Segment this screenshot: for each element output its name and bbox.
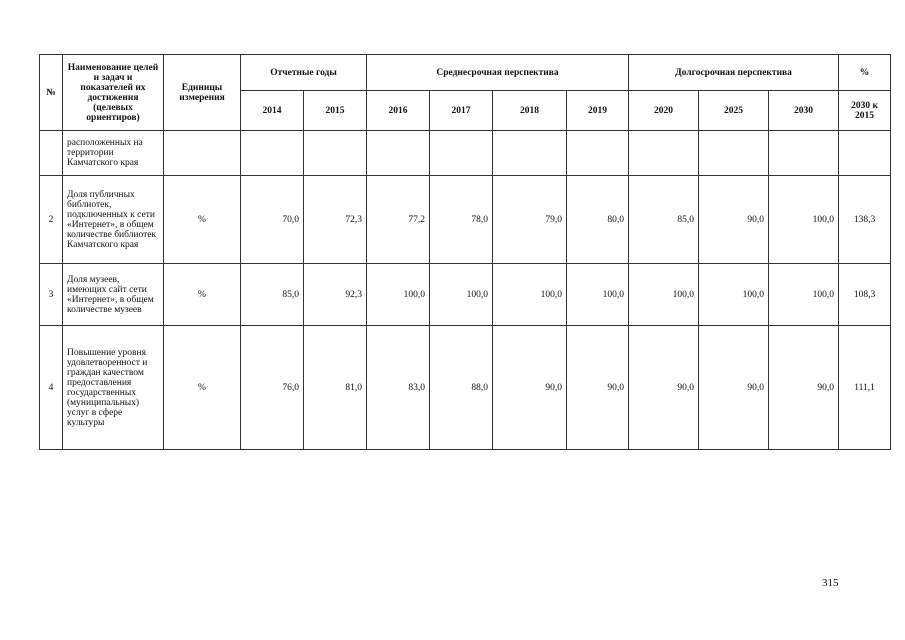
header-num: № — [40, 55, 63, 131]
page-number: 315 — [822, 577, 839, 589]
row-value: 85,0 — [629, 176, 699, 264]
row-value: 83,0 — [367, 326, 430, 450]
row-pct: 108,3 — [839, 264, 891, 326]
header-group-reported: Отчетные годы — [241, 55, 367, 91]
row-value: 77,2 — [367, 176, 430, 264]
row-value: 90,0 — [567, 326, 629, 450]
row-value: 90,0 — [699, 326, 769, 450]
header-group-long: Долгосрочная перспектива — [629, 55, 839, 91]
row-unit: % — [164, 326, 241, 450]
row-name: Доля музеев, имеющих сайт сети «Интернет», в общем количестве музеев — [63, 264, 164, 326]
row-value: 90,0 — [629, 326, 699, 450]
row-value — [304, 131, 367, 176]
row-value: 81,0 — [304, 326, 367, 450]
row-value: 80,0 — [567, 176, 629, 264]
row-value: 90,0 — [769, 326, 839, 450]
row-value: 70,0 — [241, 176, 304, 264]
row-num: 4 — [40, 326, 63, 450]
row-num: 2 — [40, 176, 63, 264]
row-value: 78,0 — [430, 176, 493, 264]
row-value: 100,0 — [367, 264, 430, 326]
row-value — [367, 131, 430, 176]
row-value — [769, 131, 839, 176]
row-value: 100,0 — [699, 264, 769, 326]
row-value: 100,0 — [493, 264, 567, 326]
header-group-medium: Среднесрочная перспектива — [367, 55, 629, 91]
row-unit: % — [164, 176, 241, 264]
row-value: 100,0 — [769, 264, 839, 326]
row-value — [567, 131, 629, 176]
row-name: Повышение уровня удовлетворенност и граждан качеством предоставления государственных (муниципальных) услуг в сфере культуры — [63, 326, 164, 450]
row-value: 100,0 — [769, 176, 839, 264]
row-num: 3 — [40, 264, 63, 326]
row-value: 90,0 — [699, 176, 769, 264]
row-value: 90,0 — [493, 326, 567, 450]
table-row — [40, 131, 891, 176]
row-value — [629, 131, 699, 176]
row-value: 100,0 — [567, 264, 629, 326]
table-body — [40, 131, 891, 450]
row-name: Доля публичных библиотек, подключенных к сети «Интернет», в общем количестве библиотек Камчатского края — [63, 176, 164, 264]
table-row — [40, 326, 891, 450]
header-year: 2015 — [304, 91, 367, 131]
header-year: 2025 — [699, 91, 769, 131]
row-value — [493, 131, 567, 176]
indicators-table — [39, 54, 891, 450]
row-num — [40, 131, 63, 176]
row-pct: 111,1 — [839, 326, 891, 450]
header-year: 2019 — [567, 91, 629, 131]
header-year: 2020 — [629, 91, 699, 131]
row-value: 79,0 — [493, 176, 567, 264]
header-year: 2016 — [367, 91, 430, 131]
row-value: 88,0 — [430, 326, 493, 450]
table-row — [40, 264, 891, 326]
row-value — [699, 131, 769, 176]
header-year: 2018 — [493, 91, 567, 131]
row-pct — [839, 131, 891, 176]
header-year: 2017 — [430, 91, 493, 131]
row-unit — [164, 131, 241, 176]
row-value: 100,0 — [430, 264, 493, 326]
row-value: 76,0 — [241, 326, 304, 450]
row-pct: 138,3 — [839, 176, 891, 264]
row-value: 85,0 — [241, 264, 304, 326]
row-value — [430, 131, 493, 176]
header-name: Наименование целей и задач и показателей их достижения (целевых ориентиров) — [63, 55, 164, 131]
row-value: 92,3 — [304, 264, 367, 326]
row-value: 100,0 — [629, 264, 699, 326]
header-group-pct: % — [839, 55, 891, 91]
header-unit: Единицы измерения — [164, 55, 241, 131]
row-value — [241, 131, 304, 176]
table-row — [40, 176, 891, 264]
header-pct-sub: 2030 к 2015 — [839, 91, 891, 131]
header-year: 2030 — [769, 91, 839, 131]
row-unit: % — [164, 264, 241, 326]
header-year: 2014 — [241, 91, 304, 131]
row-name: расположенных на территории Камчатского края — [63, 131, 164, 176]
row-value: 72,3 — [304, 176, 367, 264]
table-header — [40, 55, 891, 131]
